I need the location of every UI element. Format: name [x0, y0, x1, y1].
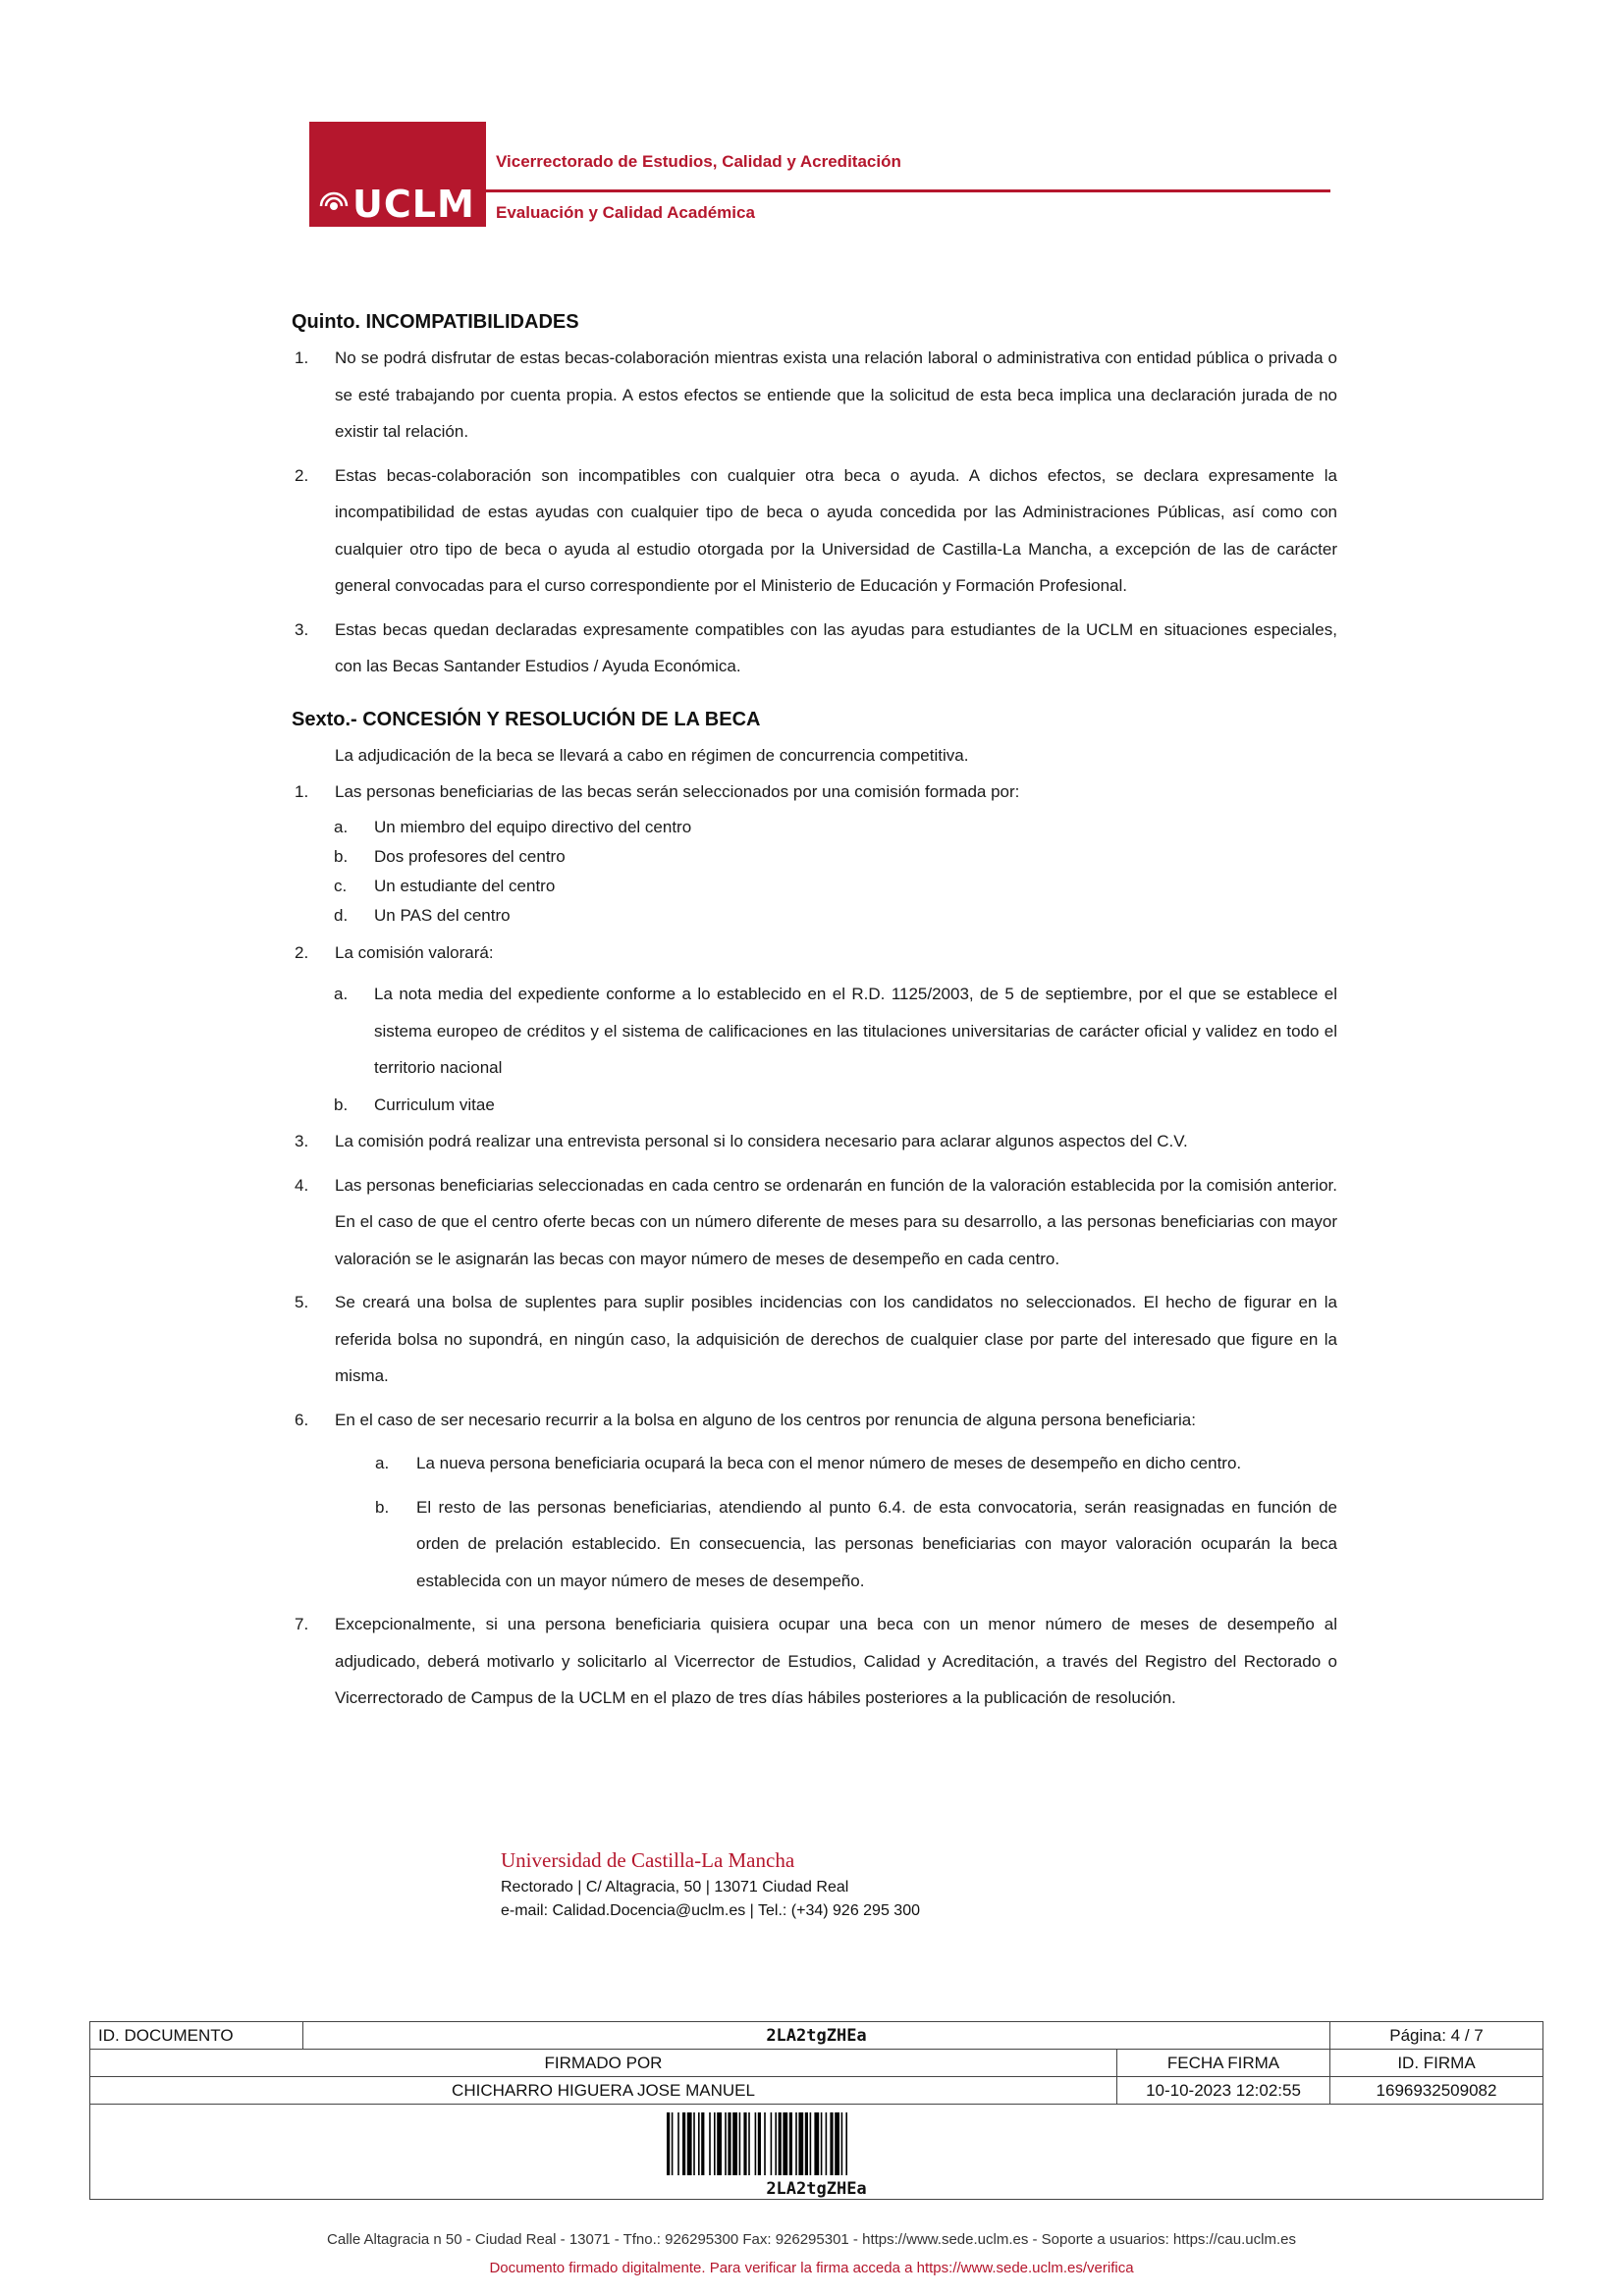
sub-item: b. Dos profesores del centro — [334, 846, 566, 866]
section-title-sexto: Sexto.- CONCESIÓN Y RESOLUCIÓN DE LA BECA — [292, 708, 761, 730]
university-name: Universidad de Castilla-La Mancha — [501, 1848, 795, 1872]
list-item: 6. En el caso de ser necesario recurrir a la bolsa en alguno de los centros por renuncia de alguna persona beneficiaria: — [295, 1410, 1196, 1429]
contact-line: e-mail: Calidad.Docencia@uclm.es | Tel.: (+34) 926 295 300 — [501, 1902, 920, 1919]
header-divider — [486, 189, 1330, 192]
signed-by-label: FIRMADO POR — [90, 2050, 1117, 2077]
list-item: 2. Estas becas-colaboración son incompatibles con cualquier otra beca o ayuda. A dichos efectos, se declara expresamente la incompatibilidad de estas ayudas con cualquier tipo de beca o ayuda concedida por las Administraciones Públicas, así como con cualquier otro tipo de beca o ayuda al estudio otorgada por la Universidad de Castilla-La Mancha, a excepción de las de carácter general convocadas para el curso correspondiente por el Ministerio de Educación y Formación Profesional. — [295, 465, 1337, 595]
uclm-logo — [309, 122, 486, 227]
section-title-quinto: Quinto. INCOMPATIBILIDADES — [292, 311, 579, 333]
footer-contact: Calle Altagracia n 50 - Ciudad Real - 13071 - Tfno.: 926295300 Fax: 926295301 - https://www.sede.uclm.es - Soporte a usuarios: https://cau.uclm.es — [327, 2231, 1296, 2248]
firma-id-label: ID. FIRMA — [1330, 2050, 1543, 2077]
id-documento-value: 2LA2tgZHEa — [303, 2022, 1330, 2050]
id-documento-label: ID. DOCUMENTO — [90, 2022, 303, 2050]
list-item: 5. Se creará una bolsa de suplentes para suplir posibles incidencias con los candidatos no seleccionados. El hecho de figurar en la referida bolsa no supondrá, en ningún caso, la adquisición de derechos de cualquier clase por parte del interesado que figure en la misma. — [295, 1293, 1337, 1385]
address-line: Rectorado | C/ Altagracia, 50 | 13071 Ciudad Real — [501, 1879, 849, 1896]
header-vicerrectorado: Vicerrectorado de Estudios, Calidad y Acreditación — [496, 152, 901, 171]
list-item: 3. La comisión podrá realizar una entrevista personal si lo considera necesario para aclarar algunos aspectos del C.V. — [295, 1132, 1188, 1150]
document-body — [292, 304, 1337, 1724]
page-indicator: Página: 4 / 7 — [1330, 2022, 1543, 2050]
sub-item: a. Un miembro del equipo directivo del centro — [334, 817, 692, 836]
signature-table — [89, 2021, 1543, 2200]
sub-item: a. La nueva persona beneficiaria ocupará la beca con el menor número de meses de desempeño en dicho centro. — [375, 1454, 1242, 1472]
date-label: FECHA FIRMA — [1117, 2050, 1330, 2077]
signature-date: 10-10-2023 12:02:55 — [1117, 2077, 1330, 2105]
sub-item: b. Curriculum vitae — [334, 1095, 495, 1114]
sub-item: a. La nota media del expediente conforme a lo establecido en el R.D. 1125/2003, de 5 de septiembre, por el que se establece el sistema europeo de créditos y el sistema de calificaciones en las titulaciones universitarias de carácter oficial y validez en todo el territorio nacional — [334, 985, 1337, 1077]
list-item: 1. No se podrá disfrutar de estas becas-colaboración mientras exista una relación laboral o administrativa con entidad pública o privada o se esté trabajando por cuenta propia. A estos efectos se entiende que la solicitud de esta beca implica una declaración jurada de no existir tal relación. — [295, 348, 1337, 441]
list-item: 1. Las personas beneficiarias de las becas serán seleccionados por una comisión formada por: — [295, 782, 1020, 801]
sub-item: c. Un estudiante del centro — [334, 876, 556, 895]
barcode-text: 2LA2tgZHEa — [766, 2179, 867, 2199]
list-item: 3. Estas becas quedan declaradas expresamente compatibles con las ayudas para estudiantes de la UCLM en situaciones especiales, con las Becas Santander Estudios / Ayuda Económica. — [295, 619, 1337, 675]
header-evaluacion: Evaluación y Calidad Académica — [496, 203, 755, 222]
barcode-cell — [90, 2105, 1543, 2200]
barcode-icon — [665, 2112, 969, 2175]
section-intro: La adjudicación de la beca se llevará a cabo en régimen de concurrencia competitiva. — [335, 745, 969, 765]
footer-verify: Documento firmado digitalmente. Para verificar la firma acceda a https://www.sede.uclm.es/verifica — [489, 2260, 1134, 2276]
sub-item: d. Un PAS del centro — [334, 905, 511, 925]
list-item: 2. La comisión valorará: — [295, 942, 494, 962]
uclm-emblem-icon — [319, 188, 349, 218]
list-item: 7. Excepcionalmente, si una persona beneficiaria quisiera ocupar una beca con un menor número de meses de desempeño al adjudicado, deberá motivarlo y solicitarlo al Vicerrector de Estudios, Calidad y Acreditación, a través del Registro del Rectorado o Vicerrectorado de Campus de la UCLM en el plazo de tres días hábiles posteriores a la publicación de resolución. — [295, 1615, 1337, 1707]
logo-text: UCLM — [352, 183, 475, 226]
signer-name: CHICHARRO HIGUERA JOSE MANUEL — [90, 2077, 1117, 2105]
firma-id-value: 1696932509082 — [1330, 2077, 1543, 2105]
list-item: 4. Las personas beneficiarias seleccionadas en cada centro se ordenarán en función de la valoración establecida por la comisión anterior. En el caso de que el centro oferte becas con un número diferente de meses para su desarrollo, a las personas beneficiarias con mayor valoración se le asignarán las becas con mayor número de meses de desempeño en cada centro. — [295, 1175, 1337, 1268]
sub-item: b. El resto de las personas beneficiarias, atendiendo al punto 6.4. de esta convocatoria, serán reasignadas en función de orden de prelación establecido. En consecuencia, las personas beneficiarias con mayor valoración ocuparán la beca establecida con un mayor número de meses de desempeño. — [375, 1497, 1337, 1590]
